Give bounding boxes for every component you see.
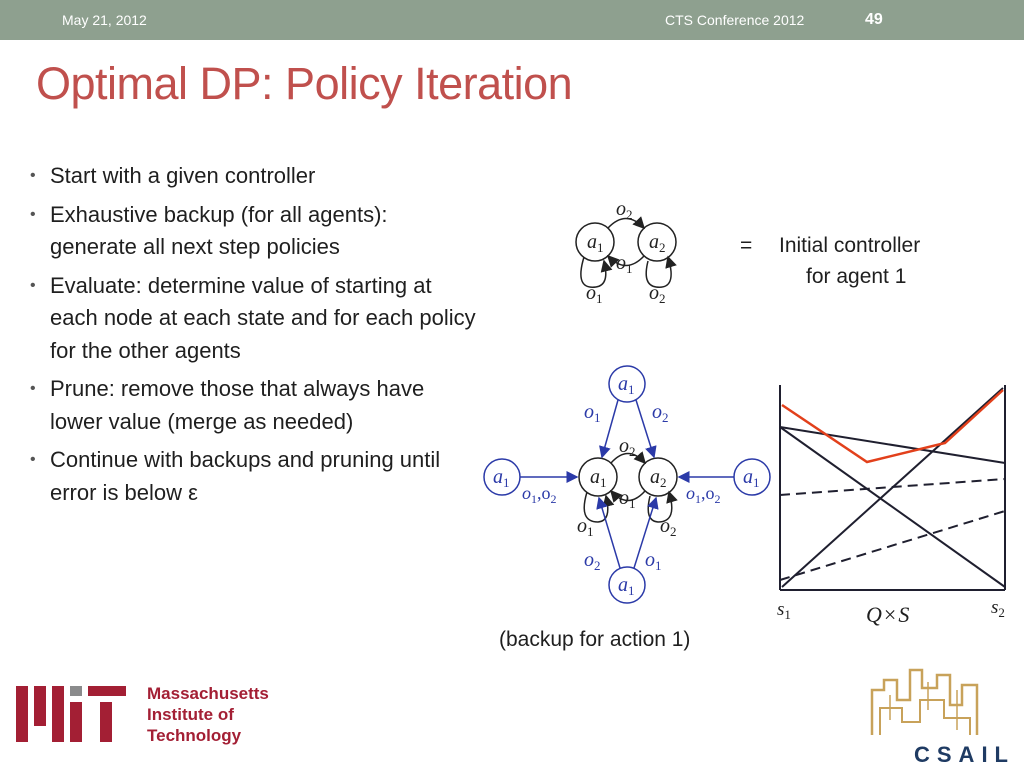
initial-controller-diagram — [560, 195, 700, 315]
value-line — [780, 511, 1005, 580]
edge-label: $o_2$ — [616, 198, 633, 222]
axis-label-qxs: Q×S — [866, 602, 910, 627]
svg-text:a1: $a_1$ — [743, 466, 760, 490]
institution-name: Massachusetts Institute of Technology — [147, 684, 269, 745]
edge-label: $o_2$ — [649, 282, 666, 306]
svg-text:o1,o2: $o_1,o_2$ — [686, 483, 721, 506]
svg-text:a1: $a_1$ — [618, 373, 635, 397]
slide-date: May 21, 2012 — [62, 12, 147, 28]
mit-logo — [16, 686, 128, 744]
backup-diagram — [480, 360, 780, 610]
bullet-item: • Evaluate: determine value of starting at each node at each state and for each policy for the other agents — [30, 270, 480, 368]
backup-caption: (backup for action 1) — [499, 628, 691, 651]
bottom-edge — [599, 498, 620, 568]
svg-text:o1,o2: $o_1,o_2$ — [522, 483, 557, 506]
svg-text:o2: $o_2$ — [619, 435, 636, 459]
value-line — [780, 427, 1005, 463]
equals-sign: = — [740, 234, 753, 257]
initial-controller-label: Initial controller — [779, 234, 921, 257]
top-edge — [602, 400, 618, 457]
csail-wordmark: CSAIL — [914, 742, 1015, 767]
svg-text:o2: $o_2$ — [652, 401, 669, 425]
slide-number: 49 — [865, 11, 883, 28]
value-line — [780, 427, 1005, 587]
bullet-item: • Exhaustive backup (for all agents): generate all next step policies — [30, 199, 480, 264]
svg-text:a1: $a_1$ — [590, 466, 607, 490]
svg-text:a1: $a_1$ — [618, 574, 635, 598]
state-label-s1: $s_1$ — [777, 599, 791, 622]
svg-text:o2: $o_2$ — [584, 549, 601, 573]
value-function-plot — [770, 385, 1020, 635]
svg-text:a1: $a_1$ — [493, 466, 510, 490]
csail-logo — [862, 660, 992, 740]
node-label: $a_2$ — [649, 231, 666, 255]
bullet-list — [30, 160, 480, 515]
slide-title: Optimal DP: Policy Iteration — [36, 58, 573, 109]
header-bar — [0, 0, 1024, 40]
node-label: $a_1$ — [587, 231, 604, 255]
svg-text:o1: $o_1$ — [577, 515, 594, 539]
state-label-s2: $s_2$ — [991, 597, 1005, 620]
svg-text:o1: $o_1$ — [584, 401, 601, 425]
svg-text:o1: $o_1$ — [619, 487, 636, 511]
edge-label: $o_1$ — [616, 252, 633, 276]
svg-text:a2: $a_2$ — [650, 466, 667, 490]
svg-text:o1: $o_1$ — [645, 549, 662, 573]
bullet-item: • Prune: remove those that always have lower value (merge as needed) — [30, 373, 480, 438]
edge-label: $o_1$ — [586, 282, 603, 306]
conference-name: CTS Conference 2012 — [665, 12, 805, 28]
bullet-item: • Continue with backups and pruning until error is below ε — [30, 444, 480, 509]
bullet-item: • Start with a given controller — [30, 160, 480, 193]
initial-controller-label-line2: for agent 1 — [806, 265, 907, 288]
value-line — [780, 479, 1005, 495]
svg-text:o2: $o_2$ — [660, 515, 677, 539]
